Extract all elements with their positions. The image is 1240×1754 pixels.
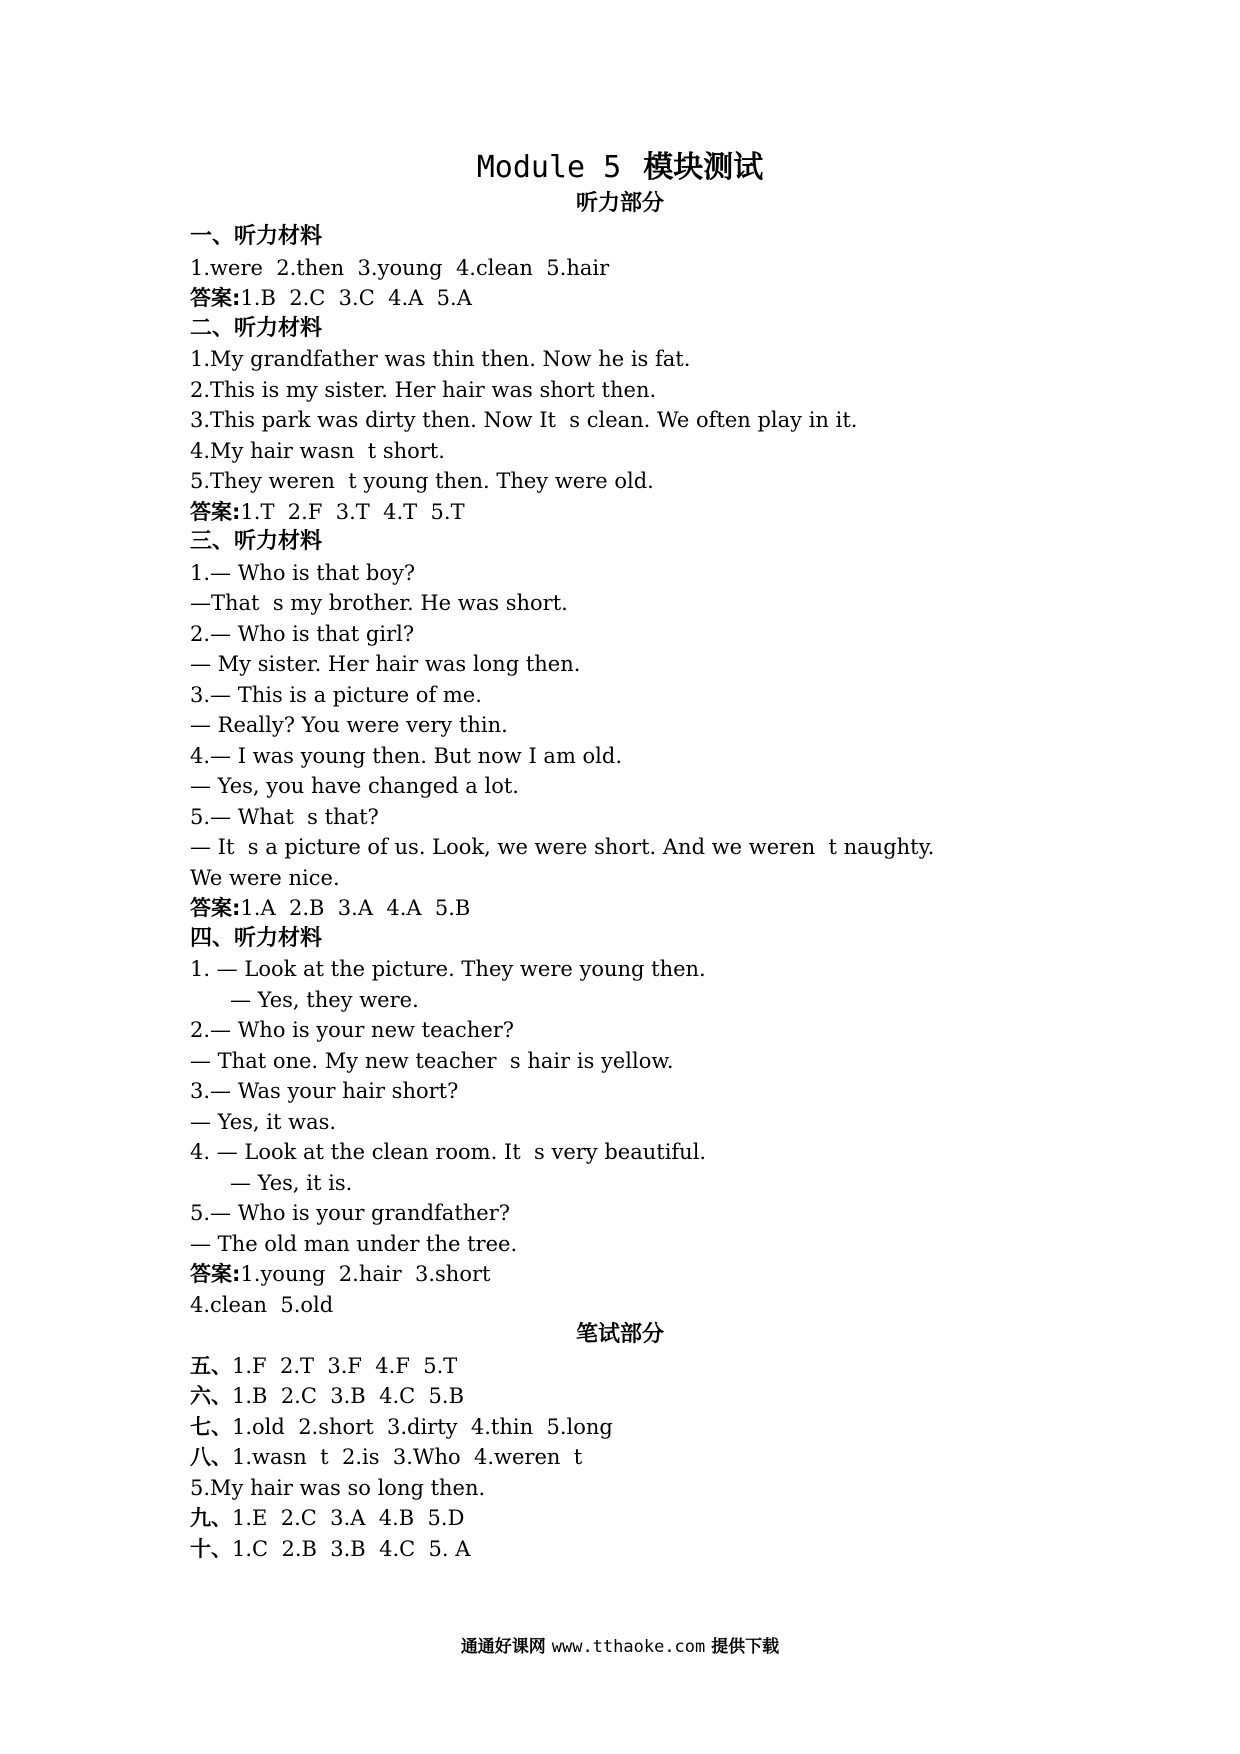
section-3-answer [190,893,1190,924]
page-title [0,148,1240,188]
section-1-heading: 一、听力材料 [190,224,323,249]
section-4-line: — Yes, it was. [190,1109,337,1134]
written-answer-text: 1.B 2.C 3.B 4.C 5.B [232,1384,465,1408]
title-module: Module 5 [476,150,622,185]
written-answer-row [190,1473,1190,1504]
section-4-line: — Yes, they were. [230,987,419,1012]
section-2-line: 4.My hair wasn t short. [190,438,445,463]
answer-label: 答案: [190,286,241,310]
written-answer-row [190,1534,1190,1565]
written-answer-text: 1.C 2.B 3.B 4.C 5. A [232,1536,471,1561]
question-number: 十、 [190,1536,232,1561]
section-3-line: — Yes, you have changed a lot. [190,774,519,798]
answer-content [190,222,1190,1564]
section-3-line: 1.— Who is that boy? [190,560,416,585]
section-1-line: 1.were 2.then 3.young 4.clean 5.hair [190,255,610,280]
section-3-line: — It s a picture of us. Look, we were short. And we weren t naughty. [190,835,935,859]
section-3-line: 5.— What s that? [190,804,379,829]
footer-url[interactable]: www.tthaoke.com [551,1637,706,1657]
section-4-line: 3.— Was your hair short? [190,1079,459,1103]
answer-label: 答案: [190,499,241,524]
section-4-line: — That one. My new teacher s hair is yellow. [190,1048,674,1073]
written-answer-row [190,1503,1190,1534]
footer-site-name: 通通好课网 [460,1637,546,1657]
written-answer-row [190,1442,1190,1473]
section-2-line: 1.My grandfather was thin then. Now he is fat. [190,347,691,371]
question-number: 五、 [190,1353,232,1378]
written-answer-row [190,1381,1190,1412]
question-number: 八、 [190,1445,232,1469]
answer-text: 1.B 2.C 3.C 4.A 5.A [240,286,472,310]
section-4-line: 5.— Who is your grandfather? [190,1201,511,1225]
section-3-line: 3.— This is a picture of me. [190,682,482,707]
listening-header: 听力部分 [575,190,664,216]
section-4-answer [190,1259,1190,1290]
section-2-line: 5.They weren t young then. They were old. [190,469,654,493]
written-answer-row [190,1351,1190,1382]
answer-text: 1.T 2.F 3.T 4.T 5.T [240,499,465,524]
section-4-answer-cont: 4.clean 5.old [190,1292,334,1317]
answer-text: 1.young 2.hair 3.short [240,1262,491,1286]
written-answer-text: 1.F 2.T 3.F 4.F 5.T [232,1353,458,1378]
question-number: 九、 [190,1506,232,1530]
question-number: 六、 [190,1384,232,1408]
section-4-line: — Yes, it is. [230,1170,353,1195]
section-3-line: — Really? You were very thin. [190,713,508,737]
writing-header: 笔试部分 [575,1322,664,1347]
section-3-heading: 三、听力材料 [190,529,323,554]
footer-download-text: 提供下载 [711,1637,780,1657]
written-answer-text: 1.wasn t 2.is 3.Who 4.weren t [232,1445,583,1469]
section-4-line: — The old man under the tree. [190,1231,518,1256]
section-3-line: — My sister. Her hair was long then. [190,652,581,676]
question-number: 七、 [190,1414,232,1439]
footer [0,1632,1240,1657]
section-4-line: 2.— Who is your new teacher? [190,1018,515,1042]
section-2-line: 2.This is my sister. Her hair was short then. [190,377,657,402]
section-2-line: 3.This park was dirty then. Now It s clean. We often play in it. [190,408,858,432]
section-3-line: 4.— I was young then. But now I am old. [190,743,623,768]
section-4-heading: 四、听力材料 [190,925,323,951]
section-2-answer [190,497,1190,528]
answer-label: 答案: [190,896,241,920]
answer-text: 1.A 2.B 3.A 4.A 5.B [240,896,471,920]
written-answer-row [190,1412,1190,1443]
section-1-answer [190,283,1190,314]
written-answer-text: 1.old 2.short 3.dirty 4.thin 5.long [232,1414,613,1439]
section-2-heading: 二、听力材料 [190,315,323,341]
section-3-line: 2.— Who is that girl? [190,621,415,646]
title-test: 模块测试 [643,150,764,185]
section-3-line: We were nice. [190,865,340,890]
section-3-line: —That s my brother. He was short. [190,591,568,615]
written-answer-text: 1.E 2.C 3.A 4.B 5.D [232,1506,465,1530]
section-4-line: 1. — Look at the picture. They were young then. [190,957,706,981]
section-4-line: 4. — Look at the clean room. It s very beautiful. [190,1140,707,1164]
answer-label: 答案: [190,1262,241,1286]
written-answer-text: 5.My hair was so long then. [190,1475,486,1500]
